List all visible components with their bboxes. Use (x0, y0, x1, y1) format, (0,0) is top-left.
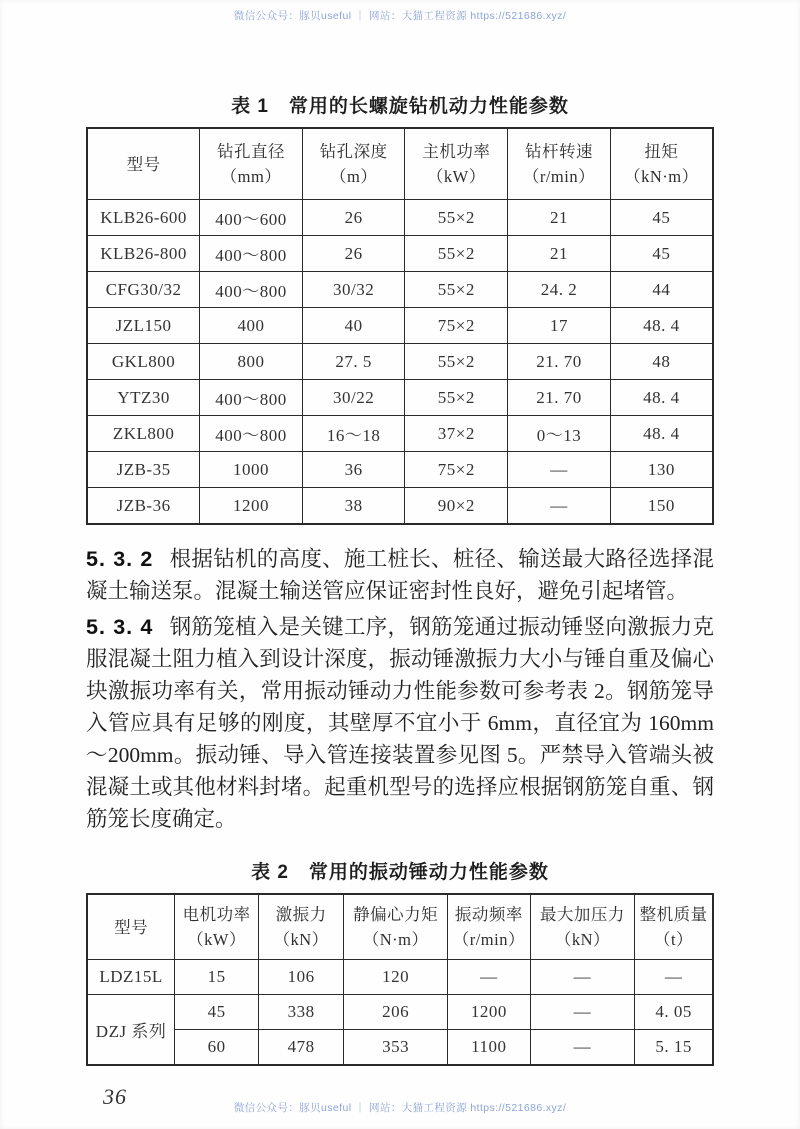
cell-model: LDZ15L (87, 960, 175, 995)
column-header: 整机质量 （t） (635, 894, 713, 960)
table-cell: 400～600 (200, 200, 303, 236)
table-row (87, 200, 713, 236)
table-cell: 5. 15 (635, 1030, 713, 1066)
table-row (87, 995, 713, 1030)
table-row (87, 272, 713, 308)
table-cell: 4. 05 (635, 995, 713, 1030)
table-cell: 21 (508, 200, 611, 236)
table-cell: 45 (610, 236, 713, 272)
column-header: 激振力 （kN） (259, 894, 344, 960)
table-cell: 48. 4 (610, 380, 713, 416)
table-row (87, 236, 713, 272)
table-row (87, 960, 713, 995)
table-cell: 15 (175, 960, 259, 995)
section-5-3-4 (86, 611, 714, 835)
table-cell: 90×2 (405, 488, 508, 525)
table-row (87, 452, 713, 488)
table-cell: 55×2 (405, 344, 508, 380)
column-header: 主机功率 （kW） (405, 128, 508, 200)
column-header: 型号 (87, 894, 175, 960)
table2-header-row (87, 894, 713, 960)
table-cell: 400 (200, 308, 303, 344)
table1-drill-rig-parameters (86, 127, 714, 525)
table-cell: — (448, 960, 531, 995)
table-cell: — (508, 452, 611, 488)
table-cell: 1100 (448, 1030, 531, 1066)
cell-model: KLB26-600 (87, 200, 200, 236)
table-row (87, 344, 713, 380)
column-header: 静偏心力矩 （N·m） (344, 894, 448, 960)
table-row (87, 416, 713, 452)
table-cell: 27. 5 (302, 344, 405, 380)
table-cell: 106 (259, 960, 344, 995)
column-header: 振动频率 （r/min） (448, 894, 531, 960)
table-row (87, 488, 713, 525)
table-cell: 17 (508, 308, 611, 344)
table-row (87, 1030, 713, 1066)
table-cell: 800 (200, 344, 303, 380)
table-cell: 26 (302, 236, 405, 272)
cell-model: JZB-35 (87, 452, 200, 488)
table-cell: 40 (302, 308, 405, 344)
page-content (86, 0, 714, 1066)
cell-model: JZB-36 (87, 488, 200, 525)
table-cell: 1200 (448, 995, 531, 1030)
watermark-top: 微信公众号：豚贝useful ｜ 网站：大猫工程资源 https://521686.xyz/ (233, 10, 567, 22)
table-cell: 60 (175, 1030, 259, 1066)
table-cell: 48. 4 (610, 308, 713, 344)
table-cell: 21. 70 (508, 344, 611, 380)
table-cell: 55×2 (405, 200, 508, 236)
table-cell: 400～800 (200, 236, 303, 272)
table-cell: — (530, 960, 635, 995)
table-cell: 48 (610, 344, 713, 380)
cell-model: ZKL800 (87, 416, 200, 452)
table-cell: 120 (344, 960, 448, 995)
table-cell: 55×2 (405, 380, 508, 416)
table-cell: 21. 70 (508, 380, 611, 416)
cell-model: YTZ30 (87, 380, 200, 416)
table1-header-row (87, 128, 713, 200)
cell-model: KLB26-800 (87, 236, 200, 272)
table-cell: 45 (175, 995, 259, 1030)
table2-title: 表 2 常用的振动锤动力性能参数 (251, 862, 549, 883)
table-row (87, 380, 713, 416)
section-5-3-2 (86, 543, 714, 607)
table-cell: 338 (259, 995, 344, 1030)
table-cell: 400～800 (200, 272, 303, 308)
cell-model-dzj-series: DZJ 系列 (87, 995, 175, 1066)
table-cell: 130 (610, 452, 713, 488)
table-cell: 38 (302, 488, 405, 525)
table-cell: 45 (610, 200, 713, 236)
column-header: 型号 (87, 128, 200, 200)
table-cell: — (508, 488, 611, 525)
table1-title: 表 1 常用的长螺旋钻机动力性能参数 (231, 96, 569, 117)
table-cell: 44 (610, 272, 713, 308)
table-cell: 150 (610, 488, 713, 525)
column-header: 钻杆转速 （r/min） (508, 128, 611, 200)
table-cell: 21 (508, 236, 611, 272)
table-cell: 36 (302, 452, 405, 488)
section-text: 根据钻机的高度、施工桩长、桩径、输送最大路径选择混凝土输送泵。混凝土输送管应保证密封性良好，避免引起堵管。 (86, 547, 714, 603)
table-cell: 400～800 (200, 380, 303, 416)
section-number: 5. 3. 4 (86, 615, 154, 639)
table-cell: 1000 (200, 452, 303, 488)
column-header: 最大加压力 （kN） (530, 894, 635, 960)
table-cell: 30/22 (302, 380, 405, 416)
table-cell: 0～13 (508, 416, 611, 452)
table2-vibro-hammer-parameters (86, 893, 714, 1066)
table-cell: — (530, 995, 635, 1030)
table-cell: 48. 4 (610, 416, 713, 452)
table-cell: 24. 2 (508, 272, 611, 308)
table-cell: 75×2 (405, 308, 508, 344)
column-header: 扭矩 （kN·m） (610, 128, 713, 200)
page-number: 36 (103, 1084, 127, 1109)
column-header: 钻孔深度 （m） (302, 128, 405, 200)
cell-model: JZL150 (87, 308, 200, 344)
table-cell: 206 (344, 995, 448, 1030)
watermark-bottom: 微信公众号：豚贝useful ｜ 网站：大猫工程资源 https://521686.xyz/ (233, 1102, 567, 1114)
table-cell: 353 (344, 1030, 448, 1066)
table-cell: 55×2 (405, 272, 508, 308)
table-cell: — (635, 960, 713, 995)
section-text: 钢筋笼植入是关键工序，钢筋笼通过振动锤竖向激振力克服混凝土阻力植入到设计深度，振动锤激振力大小与锤自重及偏心块激振功率有关，常用振动锤动力性能参数可参考表 2。钢筋笼导入管应具有足够的刚度，其壁厚不宜小于 6mm，直径宜为 160mm～200mm。振动锤、导入管连接装置参见图 5。严禁导入管端头被混凝土或其他材料封堵。起重机型号的选择应根据钢筋笼自重、钢筋笼长度确定。 (86, 615, 714, 831)
table-cell: 478 (259, 1030, 344, 1066)
table-cell: 1200 (200, 488, 303, 525)
table-cell: — (530, 1030, 635, 1066)
table-cell: 26 (302, 200, 405, 236)
section-number: 5. 3. 2 (86, 547, 154, 571)
table-cell: 75×2 (405, 452, 508, 488)
table-cell: 55×2 (405, 236, 508, 272)
table-cell: 400～800 (200, 416, 303, 452)
column-header: 钻孔直径 （mm） (200, 128, 303, 200)
cell-model: CFG30/32 (87, 272, 200, 308)
cell-model: GKL800 (87, 344, 200, 380)
table-row (87, 308, 713, 344)
table-cell: 30/32 (302, 272, 405, 308)
table-cell: 37×2 (405, 416, 508, 452)
column-header: 电机功率 （kW） (175, 894, 259, 960)
table-cell: 16～18 (302, 416, 405, 452)
